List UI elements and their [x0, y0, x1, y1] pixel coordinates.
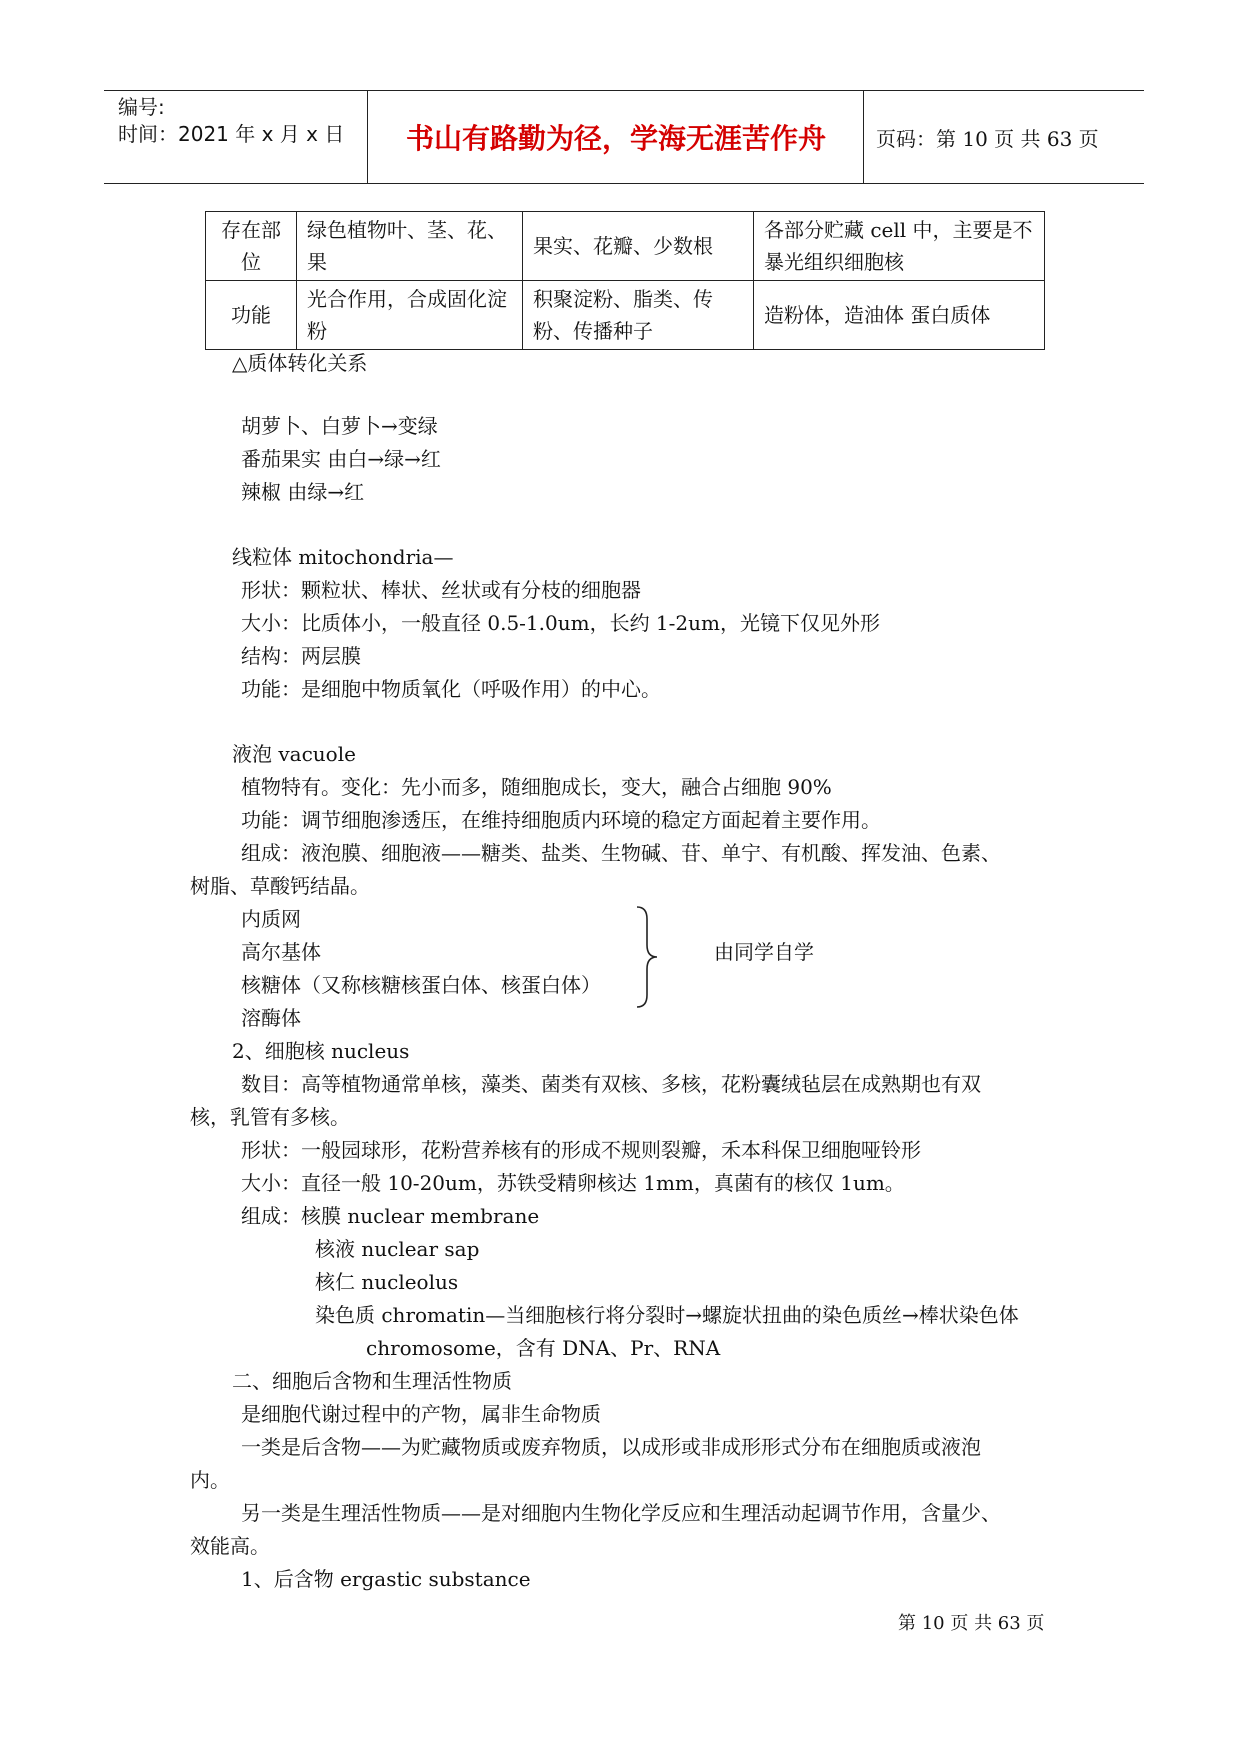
- curly-brace-icon: [635, 905, 659, 1009]
- table-cell: 存在部位: [206, 212, 297, 281]
- text-line: 另一类是生理活性物质——是对细胞内生物化学反应和生理活动起调节作用，含量少、: [241, 1501, 1001, 1525]
- table-cell: 绿色植物叶、茎、花、果: [297, 212, 523, 281]
- text-line: 组成：核膜 nuclear membrane: [241, 1204, 540, 1228]
- text-line: 功能：调节细胞渗透压，在维持细胞质内环境的稳定方面起着主要作用。: [241, 808, 881, 832]
- text-line: 内质网: [241, 907, 301, 931]
- table-cell: 积聚淀粉、脂类、传粉、传播种子: [523, 281, 754, 350]
- text-line: 组成：液泡膜、细胞液——糖类、盐类、生物碱、苷、单宁、有机酸、挥发油、色素、: [241, 841, 1001, 865]
- text-line: chromosome，含有 DNA、Pr、RNA: [366, 1336, 721, 1360]
- text-line: 染色质 chromatin—当细胞核行将分裂时→螺旋状扭曲的染色质丝→棒状染色体: [315, 1303, 1019, 1327]
- page-header: [104, 90, 1144, 184]
- plastid-table: [205, 211, 1045, 350]
- header-meta: [104, 91, 368, 183]
- text-line: 植物特有。变化：先小而多，随细胞成长，变大，融合占细胞 90%: [241, 775, 832, 799]
- table-cell: 各部分贮藏 cell 中，主要是不暴光组织细胞核: [754, 212, 1045, 281]
- table-cell: 果实、花瓣、少数根: [523, 212, 754, 281]
- text-line: 功能：是细胞中物质氧化（呼吸作用）的中心。: [241, 677, 661, 701]
- text-line: 形状：一般园球形，花粉营养核有的形成不规则裂瓣，禾本科保卫细胞哑铃形: [241, 1138, 921, 1162]
- text-line: 辣椒 由绿→红: [241, 480, 365, 504]
- text-line: 核液 nuclear sap: [315, 1237, 480, 1261]
- text-line: 高尔基体: [241, 940, 321, 964]
- text-line: 核糖体（又称核糖核蛋白体、核蛋白体）: [241, 973, 601, 997]
- text-line: 核，乳管有多核。: [190, 1105, 350, 1129]
- section-heading: 2、细胞核 nucleus: [232, 1039, 410, 1063]
- text-line: 溶酶体: [241, 1006, 301, 1030]
- header-motto: 书山有路勤为径，学海无涯苦作舟: [369, 91, 864, 183]
- table-cell: 光合作用，合成固化淀粉: [297, 281, 523, 350]
- table-row: [206, 212, 1045, 281]
- text-line: 树脂、草酸钙结晶。: [190, 874, 370, 898]
- table-cell: 造粉体，造油体 蛋白质体: [754, 281, 1045, 350]
- text-line: 结构：两层膜: [241, 644, 361, 668]
- text-line: 效能高。: [190, 1534, 270, 1558]
- text-line: 液泡 vacuole: [232, 742, 356, 766]
- text-line: 一类是后含物——为贮藏物质或废弃物质，以成形或非成形形式分布在细胞质或液泡: [241, 1435, 981, 1459]
- header-page-info: 页码：第 10 页 共 63 页: [876, 126, 1099, 151]
- time-label: 时间：2021 年 x 月 x 日: [118, 122, 345, 146]
- section-heading: 1、后含物 ergastic substance: [241, 1567, 531, 1591]
- text-line: 番茄果实 由白→绿→红: [241, 447, 441, 471]
- table-cell: 功能: [206, 281, 297, 350]
- text-line: 大小：比质体小，一般直径 0.5-1.0um，长约 1-2um，光镜下仅见外形: [241, 611, 880, 635]
- text-line: 大小：直径一般 10-20um，苏铁受精卵核达 1mm，真菌有的核仅 1um。: [241, 1171, 905, 1195]
- text-line: 数目：高等植物通常单核，藻类、菌类有双核、多核，花粉囊绒毡层在成熟期也有双: [241, 1072, 981, 1096]
- text-line: 胡萝卜、白萝卜→变绿: [241, 414, 438, 438]
- table-row: [206, 281, 1045, 350]
- text-line: 核仁 nucleolus: [315, 1270, 459, 1294]
- section-heading: 二、细胞后含物和生理活性物质: [232, 1369, 512, 1393]
- page-footer: 第 10 页 共 63 页: [898, 1613, 1045, 1634]
- text-line: 内。: [190, 1468, 230, 1492]
- text-line: △质体转化关系: [232, 351, 368, 375]
- number-label: 编号:: [118, 95, 165, 119]
- text-line: 是细胞代谢过程中的产物，属非生命物质: [241, 1402, 601, 1426]
- text-line: 形状：颗粒状、棒状、丝状或有分枝的细胞器: [241, 578, 641, 602]
- self-study-note: 由同学自学: [714, 940, 814, 964]
- text-line: 线粒体 mitochondria—: [232, 545, 454, 569]
